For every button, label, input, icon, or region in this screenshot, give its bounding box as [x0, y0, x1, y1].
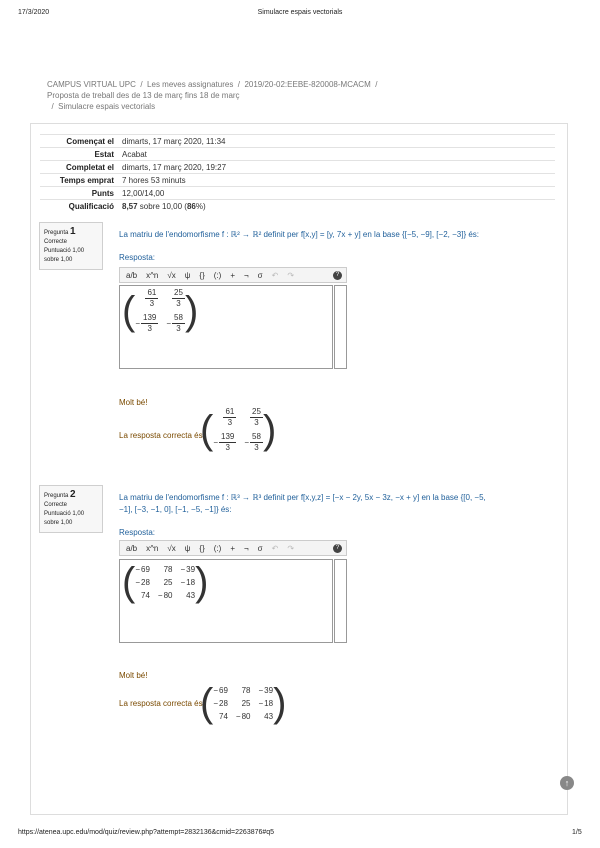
- question-score: Puntuació 1,00 sobre 1,00: [44, 511, 85, 526]
- question-number: 1: [70, 226, 76, 237]
- power-tool[interactable]: x^n: [146, 270, 159, 280]
- response-label: Resposta:: [119, 528, 156, 537]
- undo-icon[interactable]: ↶: [271, 270, 279, 280]
- power-tool[interactable]: x^n: [146, 543, 159, 553]
- matrix-cell: − 28: [213, 698, 228, 708]
- matrix-cell: $\frac{25}{3}$: [252, 407, 261, 427]
- answer-editor[interactable]: [119, 559, 333, 643]
- operator-tool[interactable]: +: [230, 270, 235, 280]
- question-status: Correcte: [44, 239, 68, 245]
- matrix-cell: 25: [163, 577, 173, 587]
- print-date: 17/3/2020: [18, 9, 50, 16]
- matrix-cell: − $\frac{58}{3}$: [166, 313, 183, 333]
- matrix-cell: $\frac{25}{3}$: [174, 288, 183, 308]
- editor-scrollbar[interactable]: [334, 559, 347, 643]
- math-toolbar: [119, 540, 347, 556]
- matrix-cell: 43: [186, 590, 196, 600]
- print-page: 1/5: [572, 829, 582, 836]
- matrix-right-paren: ): [184, 289, 199, 333]
- print-url: https://atenea.upc.edu/mod/quiz/review.php?attempt=2832136&cmid=2263876#q5: [18, 829, 275, 836]
- matrix-left-paren: (: [122, 289, 136, 333]
- breadcrumb-section[interactable]: Proposta de treball des de 13 de març fins 18 de març: [47, 91, 240, 100]
- greek-tool[interactable]: ψ: [184, 270, 191, 280]
- logic-tool[interactable]: ¬: [244, 270, 249, 280]
- matrix-cell: − 80: [157, 590, 173, 600]
- matrix-cell: 43: [264, 711, 274, 721]
- matrix-cell: − 69: [213, 685, 228, 695]
- question-info: Pregunta 2 Correcte Puntuació 1,00 sobre 1,00: [39, 485, 103, 533]
- math-toolbar: [119, 267, 347, 283]
- braces-tool[interactable]: {}: [199, 270, 205, 280]
- answer-matrix: [122, 288, 332, 334]
- matrix-cell: − 80: [235, 711, 251, 721]
- matrix-cell: 25: [241, 698, 251, 708]
- breadcrumb-campus[interactable]: CAMPUS VIRTUAL UPC: [47, 80, 136, 89]
- fraction-tool[interactable]: a/b: [126, 543, 138, 553]
- editor-scrollbar[interactable]: [334, 285, 347, 369]
- matrix-cell: 74: [219, 711, 228, 721]
- matrix-cell: − 39: [258, 685, 274, 695]
- answer-editor[interactable]: [119, 285, 333, 369]
- breadcrumb-course[interactable]: 2019/20-02:EEBE-820008-MCACM: [244, 80, 371, 89]
- matrix-right-paren: ): [273, 681, 287, 725]
- attempt-summary: Començat el dimarts, 17 març 2020, 11:34 Estat Acabat Completat el dimarts, 17 març 2020, 19:27 Temps emprat 7 hores 53 minuts Punts 12,00/14,00 Qualificació 8,57 sobre 10,00 (86%): [40, 134, 555, 212]
- sqrt-tool[interactable]: √x: [167, 543, 176, 553]
- redo-icon[interactable]: ↷: [287, 543, 295, 553]
- review-card: [30, 123, 568, 815]
- matrix-cell: − 39: [180, 564, 196, 574]
- matrix-cell: − $\frac{139}{3}$: [213, 432, 235, 452]
- response-label: Resposta:: [119, 253, 156, 262]
- logic-tool[interactable]: ¬: [244, 543, 249, 553]
- matrix-cell: 74: [141, 590, 150, 600]
- matrix-left-paren: (: [200, 681, 214, 725]
- matrix-cell: − 18: [258, 698, 274, 708]
- correct-answer-label: La resposta correcta és:: [119, 699, 205, 708]
- matrix-cell: − 69: [135, 564, 150, 574]
- help-icon[interactable]: ?: [333, 271, 342, 280]
- matrix-cell: 78: [241, 685, 251, 695]
- question-text: La matriu de l'endomorfisme f : ℝ³ → ℝ³ definit per f[x,y,z] = [−x − 2y, 5x − 3z, −x + y] en la base {[0, −5, −1], [−3, −1, 0], [−1, −5, −1]} és:: [119, 493, 486, 514]
- fraction-tool[interactable]: a/b: [126, 270, 138, 280]
- question-number: 2: [70, 489, 76, 500]
- matrix-cell: − 18: [180, 577, 196, 587]
- question-text: La matriu de l'endomorfisme f : ℝ² → ℝ² definit per f[x,y] = [y, 7x + y] en la base {[−5, −9], [−2, −3]} és:: [119, 230, 480, 239]
- sqrt-tool[interactable]: √x: [167, 270, 176, 280]
- symbol-tool[interactable]: σ: [257, 543, 263, 553]
- question-info: Pregunta 1 Correcte Puntuació 1,00 sobre 1,00: [39, 222, 103, 270]
- answer-matrix: [122, 562, 332, 602]
- matrix-tool[interactable]: (:): [213, 270, 222, 280]
- help-icon[interactable]: ?: [333, 544, 342, 553]
- back-to-top-icon[interactable]: ↑: [560, 776, 574, 790]
- correct-answer-label: La resposta correcta és:: [119, 431, 205, 440]
- matrix-right-paren: ): [195, 560, 209, 604]
- braces-tool[interactable]: {}: [199, 543, 205, 553]
- symbol-tool[interactable]: σ: [257, 270, 263, 280]
- matrix-tool[interactable]: (:): [213, 543, 222, 553]
- correct-answer-matrix: [200, 407, 276, 453]
- redo-icon[interactable]: ↷: [287, 270, 295, 280]
- operator-tool[interactable]: +: [230, 543, 235, 553]
- matrix-cell: $\frac{61}{3}$: [225, 407, 235, 427]
- matrix-cell: − $\frac{139}{3}$: [135, 313, 157, 333]
- breadcrumb-my-courses[interactable]: Les meves assignatures: [147, 80, 234, 89]
- matrix-cell: $\frac{61}{3}$: [147, 288, 157, 308]
- undo-icon[interactable]: ↶: [271, 543, 279, 553]
- breadcrumb: CAMPUS VIRTUAL UPC / Les meves assignatures / 2019/20-02:EEBE-820008-MCACM / Proposta de treball des de 13 de març fins 18 de març / Simulacre espais vectorials: [47, 80, 378, 111]
- question-score: Puntuació 1,00 sobre 1,00: [44, 248, 85, 263]
- matrix-left-paren: (: [200, 408, 214, 452]
- correct-answer-matrix: [200, 683, 286, 723]
- matrix-right-paren: ): [262, 408, 277, 452]
- matrix-cell: − $\frac{58}{3}$: [244, 432, 261, 452]
- feedback-text: Molt bé!: [119, 671, 148, 680]
- feedback-text: Molt bé!: [119, 398, 148, 407]
- question-status: Correcte: [44, 502, 68, 508]
- print-title: Simulacre espais vectorials: [257, 9, 343, 16]
- breadcrumb-current[interactable]: Simulacre espais vectorials: [58, 102, 156, 111]
- matrix-left-paren: (: [122, 560, 136, 604]
- matrix-cell: 78: [163, 564, 173, 574]
- greek-tool[interactable]: ψ: [184, 543, 191, 553]
- matrix-cell: − 28: [135, 577, 150, 587]
